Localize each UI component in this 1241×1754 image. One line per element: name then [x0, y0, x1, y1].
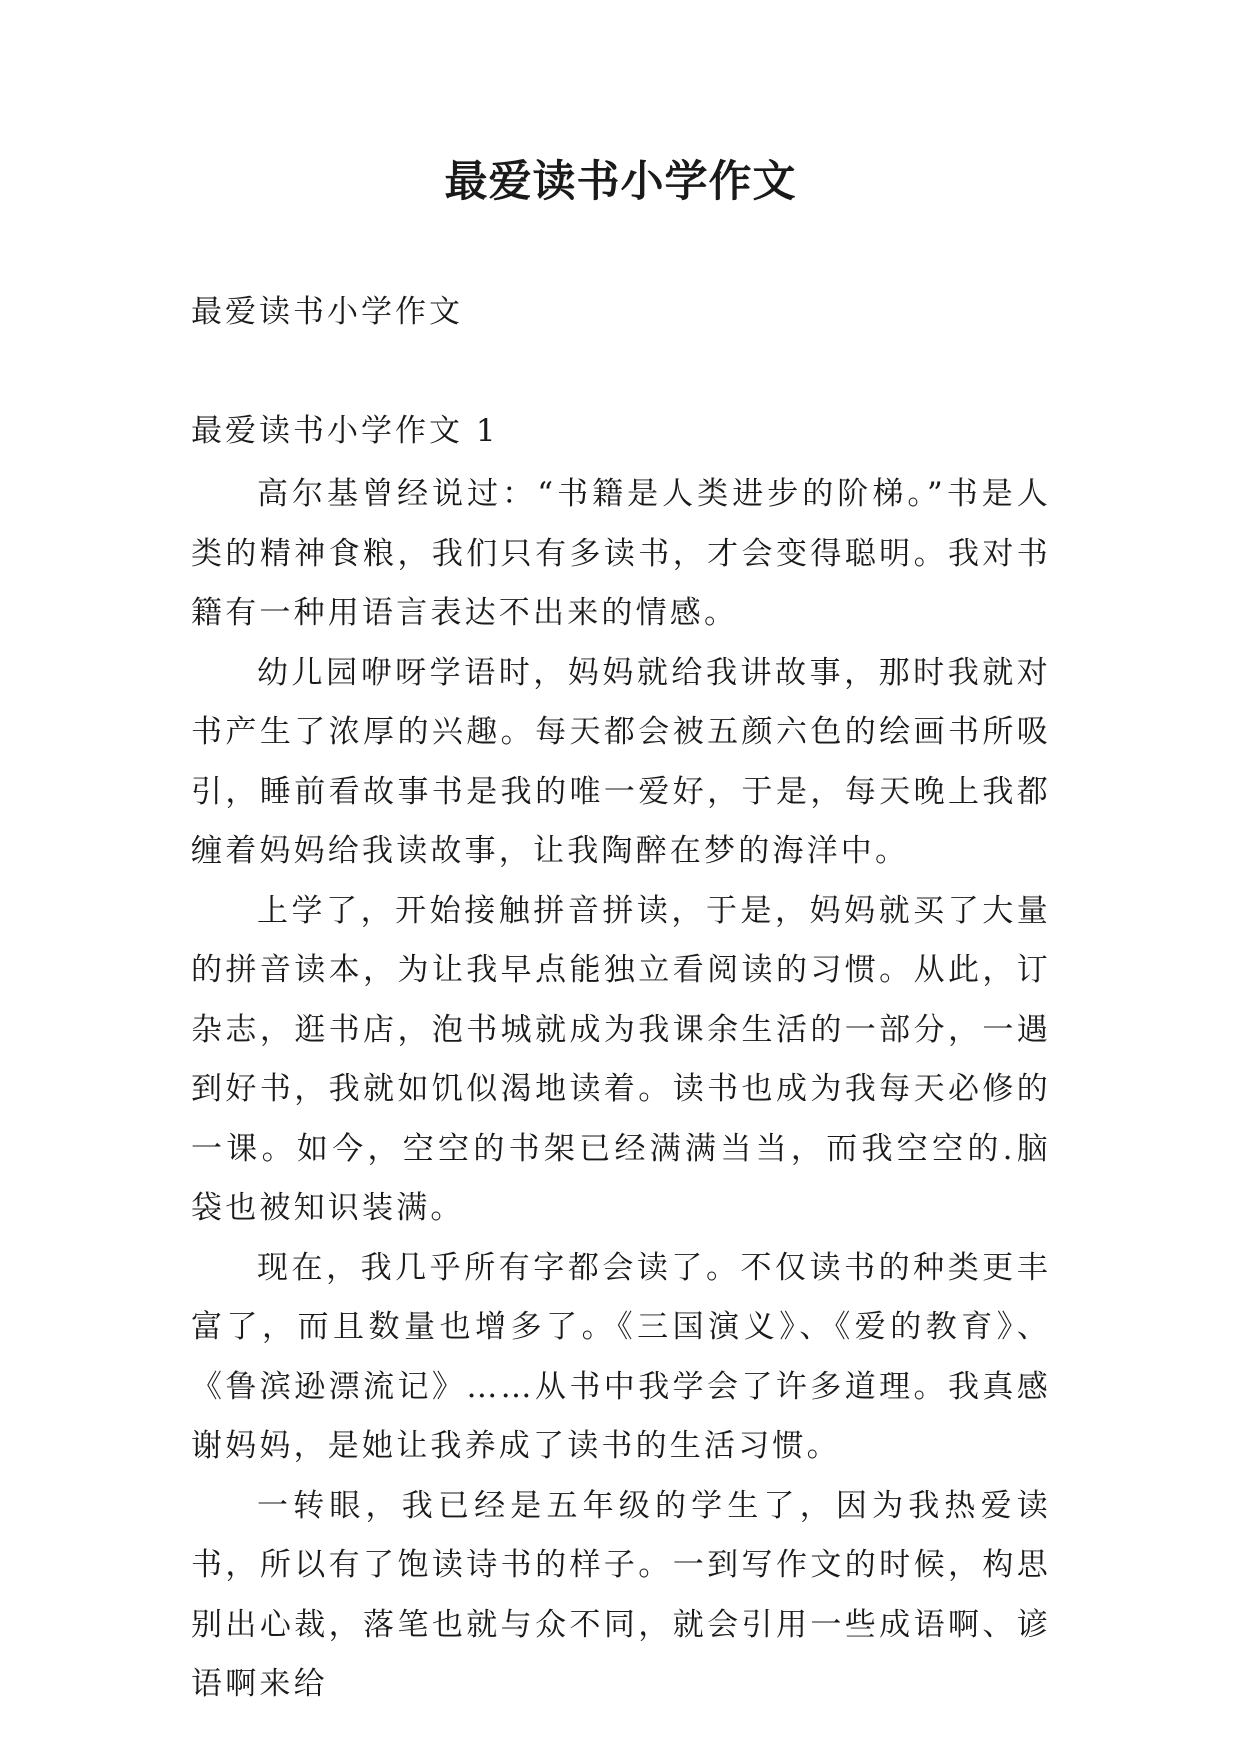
paragraph: 一转眼，我已经是五年级的学生了，因为我热爱读书，所以有了饱读诗书的样子。一到写作文的时候，构思别出心裁，落笔也就与众不同，就会引用一些成语啊、谚语啊来给 — [191, 1487, 1051, 1702]
paragraph: 幼儿园咿呀学语时，妈妈就给我讲故事，那时我就对书产生了浓厚的兴趣。每天都会被五颜六色的绘画书所吸引，睡前看故事书是我的唯一爱好，于是，每天晚上我都缠着妈妈给我读故事，让我陶醉在梦的海洋中。 — [191, 654, 1051, 869]
section-heading: 最爱读书小学作文 1 — [191, 413, 499, 449]
paragraph: 高尔基曾经说过：“书籍是人类进步的阶梯。”书是人类的精神食粮，我们只有多读书，才会变得聪明。我对书籍有一种用语言表达不出来的情感。 — [191, 476, 1051, 631]
paragraph: 上学了，开始接触拼音拼读，于是，妈妈就买了大量的拼音读本，为让我早点能独立看阅读的习惯。从此，订杂志，逛书店，泡书城就成为我课余生活的一部分，一遇到好书，我就如饥似渴地读着。读书也成为我每天必修的一课。如今，空空的书架已经满满当当，而我空空的.脑袋也被知识装满。 — [191, 892, 1051, 1226]
paragraph: 现在，我几乎所有字都会读了。不仅读书的种类更丰富了，而且数量也增多了。《三国演义》、《爱的教育》、《鲁滨逊漂流记》……从书中我学会了许多道理。我真感谢妈妈，是她让我养成了读书的生活习惯。 — [191, 1249, 1051, 1464]
essay-body — [191, 465, 1051, 1715]
document-title: 最爱读书小学作文 — [444, 157, 797, 207]
document-subtitle: 最爱读书小学作文 — [191, 294, 463, 330]
